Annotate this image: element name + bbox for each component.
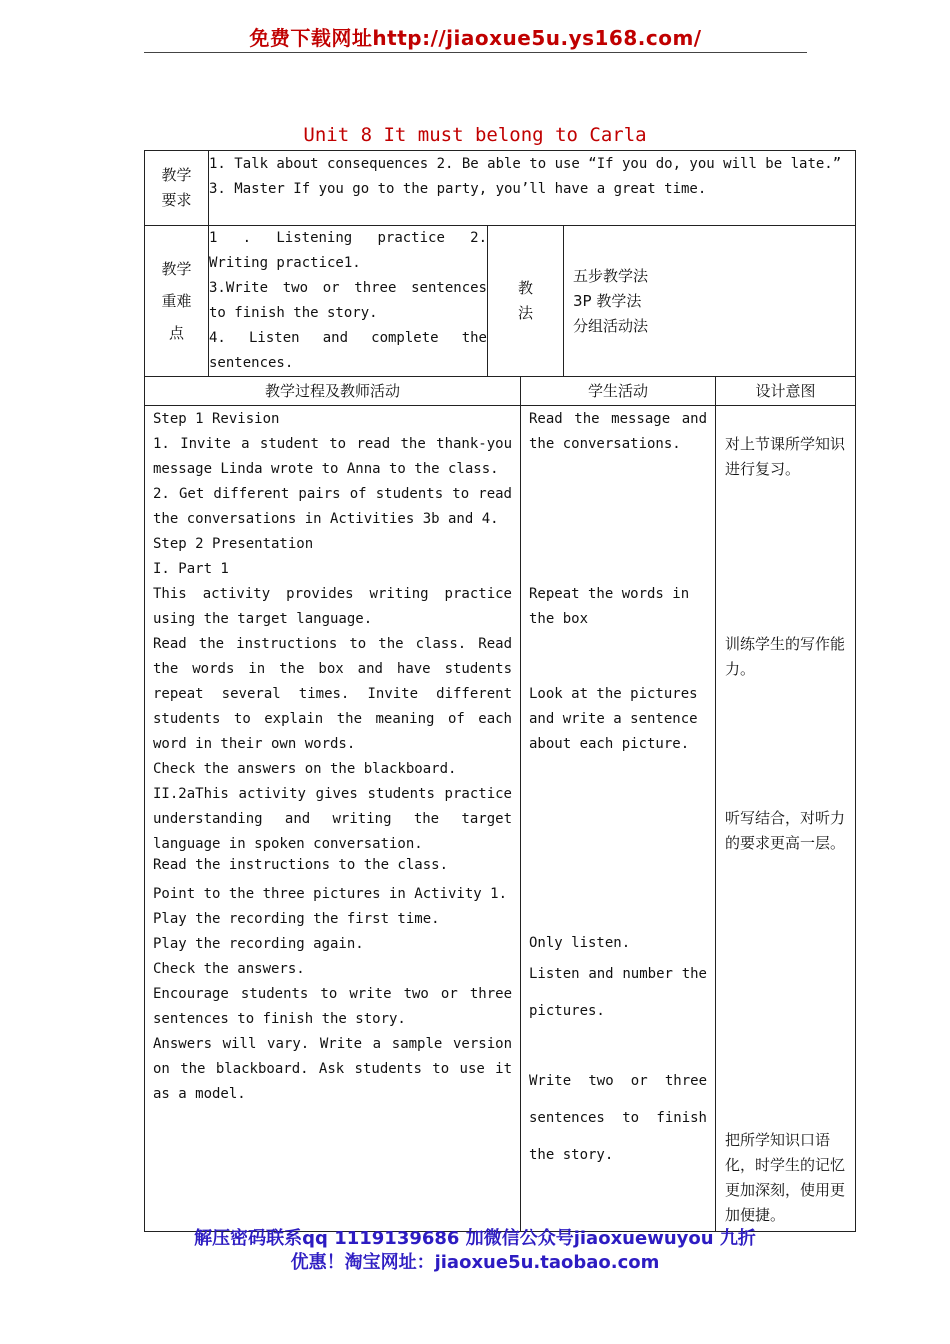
design-cell [716, 406, 856, 1232]
key-points-line-3: 4. Listen and complete the sentences. [209, 330, 487, 371]
key-points-label: 教学重难点 [161, 260, 192, 342]
student-cell [521, 406, 716, 1232]
process-item: Check the answers on the blackboard. [153, 761, 457, 777]
method-item: 五步教学法 [573, 266, 649, 285]
header-url-link[interactable]: http://jiaoxue5u.ys168.com/ [372, 26, 702, 50]
process-item: Point to the three pictures in Activity 1. [153, 886, 508, 902]
process-item: Play the recording the first time. [153, 911, 440, 927]
document-title: Unit 8 It must belong to Carla [303, 124, 647, 146]
lesson-body-row [145, 406, 856, 1232]
design-intent-2: 训练学生的写作能力。 [725, 635, 846, 678]
process-item: Encourage students to write two or three sentences to finish the story. [153, 986, 512, 1027]
student-activity-2: Repeat the words in the box [529, 586, 690, 627]
process-part-1: I. Part 1 [153, 561, 229, 577]
process-cell [145, 406, 521, 1232]
student-activity-1: Read the message and the conversations. [529, 411, 707, 452]
process-step-2-title: Step 2 Presentation [153, 536, 314, 552]
student-activity-6: Write two or three sentences to finish the story. [529, 1073, 707, 1163]
process-item: Check the answers. [153, 961, 305, 977]
column-header-row [145, 377, 856, 406]
footer-line-2: 优惠！淘宝网址：jiaoxue5u.taobao.com [290, 1252, 660, 1273]
column-header-design: 设计意图 [716, 377, 856, 406]
key-points-row [145, 226, 856, 377]
process-item: Play the recording again. [153, 936, 364, 952]
method-item: 分组活动法 [573, 316, 649, 335]
process-item: 2. Get different pairs of students to read the conversations in Activities 3b and 4. [153, 486, 512, 527]
methods-cell [564, 226, 856, 377]
process-part-2a: II.2aThis activity gives students practice understanding and writing the target language in spoken conversation. [153, 786, 512, 852]
key-points-line-1: 1 . Listening practice 2. Writing practice1. [209, 230, 487, 271]
requirements-content [209, 151, 856, 226]
requirements-row [145, 151, 856, 226]
page-footer [0, 1227, 950, 1275]
process-item: This activity provides writing practice using the target language. [153, 586, 512, 627]
student-activity-3: Look at the pictures and write a sentence about each picture. [529, 686, 698, 752]
footer-line-1: 解压密码联系qq 1119139686 加微信公众号jiaoxuewuyou 九折 [194, 1228, 756, 1249]
lesson-plan-table [144, 150, 856, 1232]
requirements-label: 教学要求 [161, 166, 192, 209]
column-header-student: 学生活动 [521, 377, 716, 406]
requirements-line-1: 1. Talk about consequences 2. Be able to use “If you do, you will be late.” [209, 156, 842, 172]
process-step-1-title: Step 1 Revision [153, 411, 280, 427]
key-points-line-2: 3.Write two or three sentences to finish the story. [209, 280, 487, 321]
method-label-cell [488, 226, 564, 377]
process-item: Read the instructions to the class. [153, 857, 449, 873]
key-points-content [209, 226, 488, 377]
design-intent-1: 对上节课所学知识进行复习。 [725, 435, 846, 478]
process-item: 1. Invite a student to read the thank-you message Linda wrote to Anna to the class. [153, 436, 512, 477]
requirements-line-2: 3. Master If you go to the party, you’ll have a great time. [209, 181, 707, 197]
page-header [144, 22, 807, 53]
process-item: Answers will vary. Write a sample version on the blackboard. Ask students to use it as a model. [153, 1036, 512, 1102]
method-label: 教法 [517, 279, 533, 322]
student-activity-5: Listen and number the pictures. [529, 966, 707, 1019]
column-header-process: 教学过程及教师活动 [145, 377, 521, 406]
method-item: 3P 教学法 [573, 291, 642, 310]
requirements-label-cell [145, 151, 209, 226]
student-activity-4: Only listen. [529, 935, 631, 951]
header-label: 免费下载网址 [249, 26, 373, 50]
key-points-label-cell [145, 226, 209, 377]
design-intent-4: 把所学知识口语化，时学生的记忆更加深刻，使用更加便捷。 [725, 1131, 846, 1224]
process-item: Read the instructions to the class. Read the words in the box and have students repeat several times. Invite different students to explain the meaning of each word in their own words. [153, 636, 512, 752]
design-intent-3: 听写结合，对听力的要求更高一层。 [725, 809, 846, 852]
